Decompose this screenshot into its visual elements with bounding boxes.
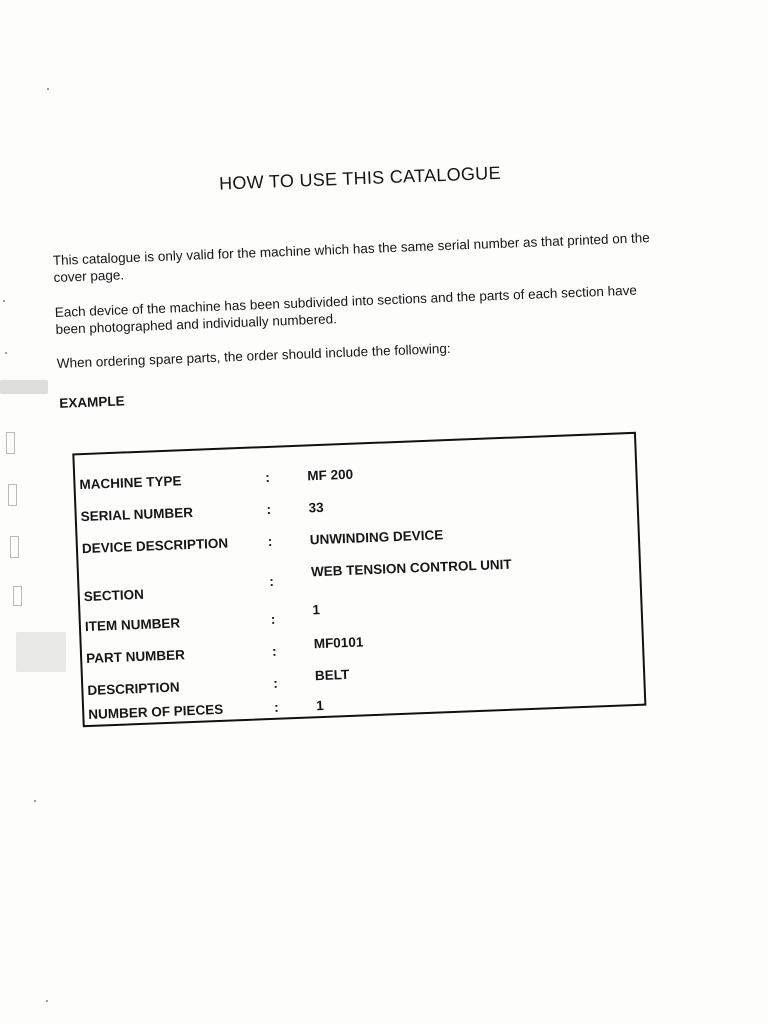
row-value: BELT (314, 666, 350, 684)
row-separator: : (266, 501, 272, 518)
row-value: 1 (315, 697, 324, 714)
example-box (72, 432, 646, 727)
paragraph-validity: This catalogue is only valid for the machine which has the same serial number as that printed on the cover page. (52, 230, 651, 286)
row-value: MF0101 (313, 634, 364, 652)
row-separator: : (270, 611, 276, 627)
row-value: MF 200 (307, 466, 354, 484)
paragraph-sections: Each device of the machine has been subdivided into sections and the parts of each section have been photographed and individually numbered. (54, 282, 638, 337)
paragraph-ordering: When ordering spare parts, the order should include the following: (56, 340, 451, 371)
row-value: 1 (312, 602, 321, 618)
row-label: SERIAL NUMBER (80, 504, 194, 525)
row-label: ITEM NUMBER (84, 615, 181, 635)
row-label: DEVICE DESCRIPTION (81, 535, 229, 557)
page-title: HOW TO USE THIS CATALOGUE (218, 162, 502, 194)
row-separator: : (267, 533, 273, 549)
row-separator: : (265, 469, 271, 486)
row-label: SECTION (83, 586, 145, 605)
row-separator: : (271, 643, 277, 659)
row-label: DESCRIPTION (87, 679, 180, 699)
row-value: WEB TENSION CONTROL UNIT (310, 556, 512, 580)
row-value: 33 (308, 499, 324, 516)
row-label: PART NUMBER (85, 647, 186, 667)
row-separator: : (269, 573, 275, 589)
row-value: UNWINDING DEVICE (309, 527, 444, 548)
row-label: MACHINE TYPE (79, 473, 182, 493)
row-separator: : (273, 699, 279, 715)
example-label: EXAMPLE (59, 393, 125, 411)
row-separator: : (272, 675, 279, 691)
row-label: NUMBER OF PIECES (88, 701, 224, 723)
